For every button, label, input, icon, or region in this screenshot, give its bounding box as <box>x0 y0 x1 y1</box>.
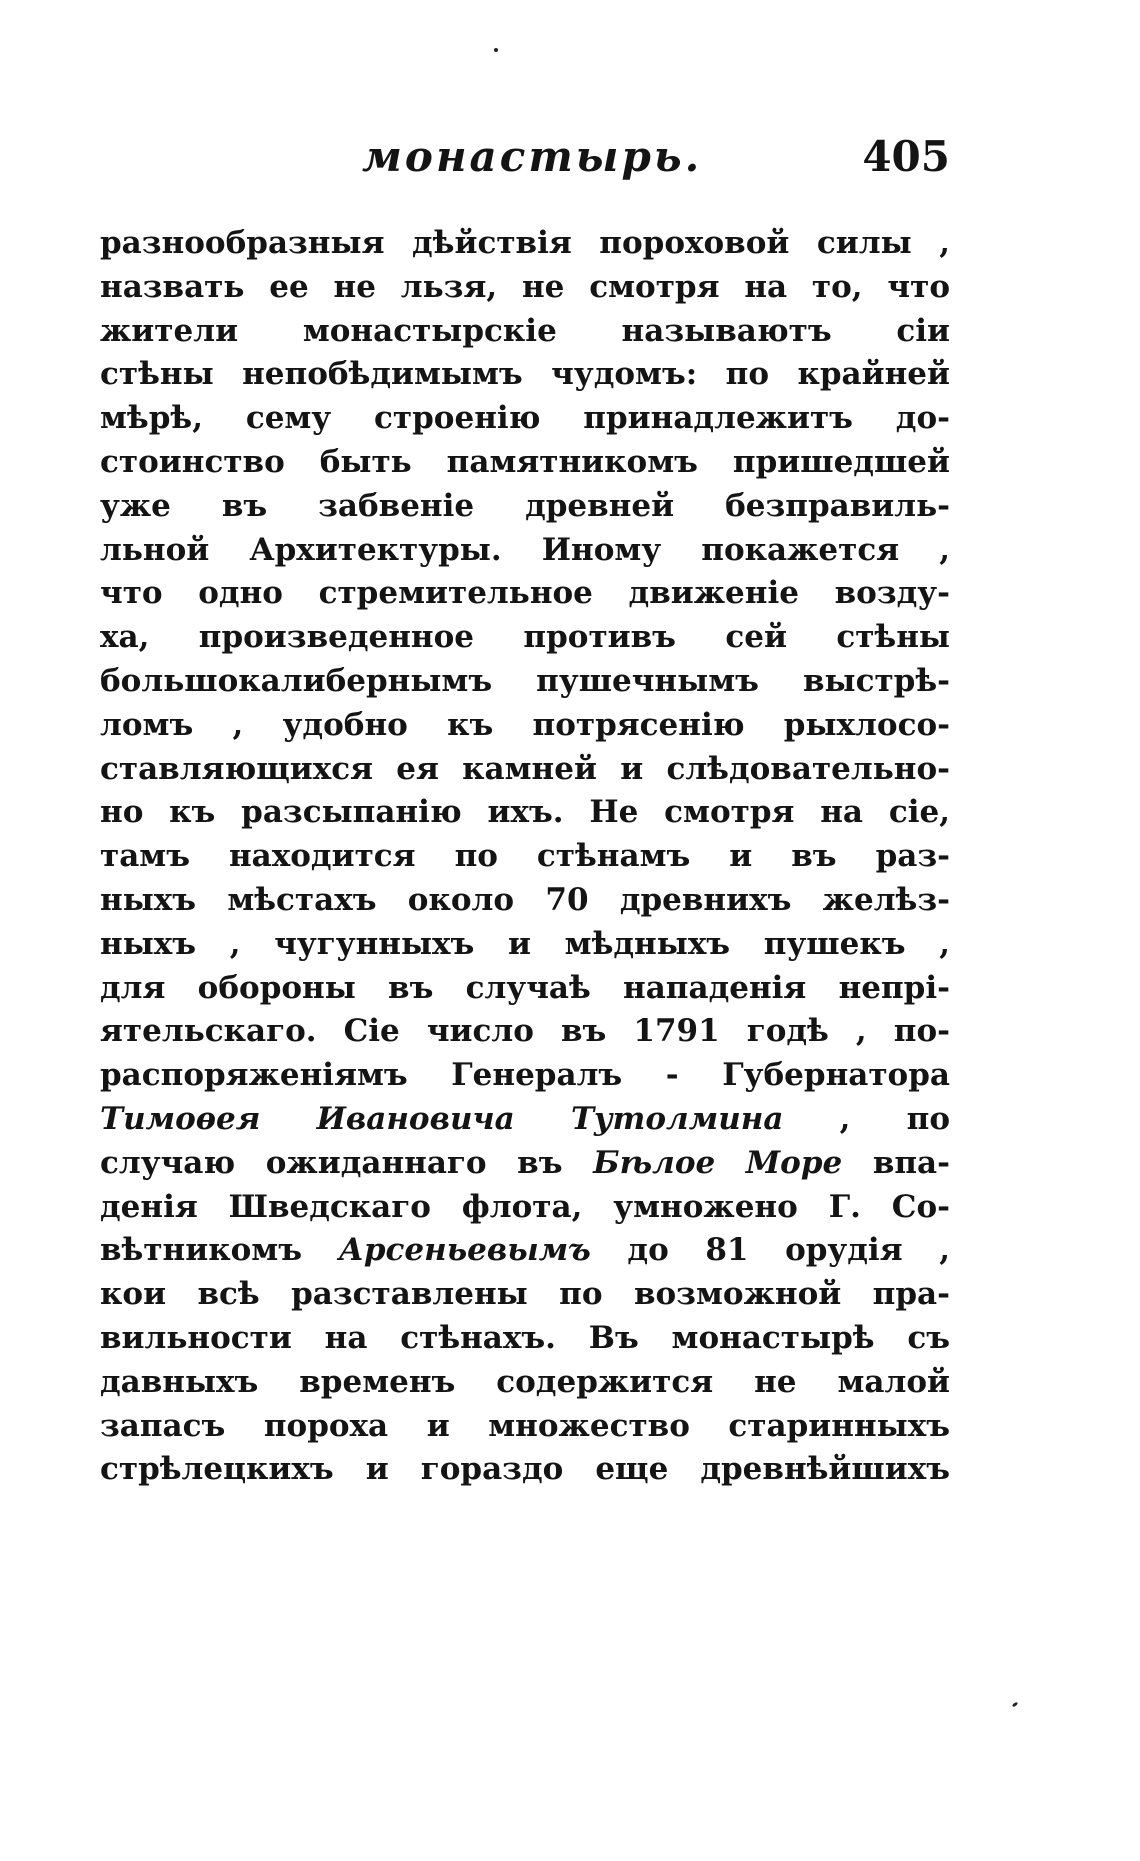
text-line: стрѣлецкихъ и гораздо еще древнѣйшихъ <box>100 1451 950 1488</box>
line-text: вѣтникомъ <box>100 1232 302 1269</box>
text-line: ломъ , удобно къ потрясенію рыхлосо- <box>100 706 950 743</box>
person-name: Тимоѳея Ивановича Тутолмина <box>100 1100 784 1137</box>
running-title: монастырь. <box>362 132 703 181</box>
text-line: ставляющихся ея камней и слѣдовательно- <box>100 750 950 787</box>
text-line: распоряженіямъ Генералъ - Губернатора <box>100 1057 950 1094</box>
text-line <box>100 1098 950 1142</box>
print-speck <box>494 48 498 52</box>
text-line: льной Архитектуры. Иному покажется , <box>100 531 950 568</box>
text-line: назвать ее не льзя, не смотря на то, что <box>100 268 950 305</box>
text-line: денія Шведскаго флота, умножено Г. Со- <box>100 1188 950 1225</box>
text-line: вильности на стѣнахъ. Въ монастырѣ съ <box>100 1319 950 1356</box>
place-name: Бѣлое Море <box>593 1144 843 1181</box>
text-line: мѣрѣ, сему строенію принадлежитъ до- <box>100 400 950 437</box>
text-line <box>100 1142 950 1186</box>
running-head <box>100 132 950 192</box>
text-line: ныхъ мѣстахъ около 70 древнихъ желѣз- <box>100 881 950 918</box>
text-line: давныхъ временъ содержится не малой <box>100 1363 950 1400</box>
text-line: разнообразныя дѣйствія пороховой силы , <box>100 225 950 261</box>
line-text: , по <box>839 1100 950 1137</box>
print-speck <box>1012 1702 1019 1708</box>
page-number: 405 <box>862 132 950 181</box>
text-line <box>100 1229 950 1273</box>
text-line: но къ разсыпанію ихъ. Не смотря на сіе, <box>100 794 950 831</box>
text-line: стоинство быть памятникомъ пришедшей <box>100 443 950 480</box>
text-line: что одно стремительное движеніе возду- <box>100 575 950 612</box>
text-line: ятельскаго. Сіе число въ 1791 годѣ , по- <box>100 1013 950 1050</box>
text-line: для обороны въ случаѣ нападенія непрі- <box>100 969 950 1006</box>
person-name: Арсеньевымъ <box>338 1232 591 1269</box>
line-text: случаю ожиданнаго въ <box>100 1144 563 1181</box>
body-text <box>100 222 950 1492</box>
text-line: жители монастырскіе называютъ сіи <box>100 312 950 349</box>
text-line: ха, произведенное противъ сей стѣны <box>100 619 950 656</box>
text-line: стѣны непобѣдимымъ чудомъ: по крайней <box>100 356 950 393</box>
text-line: уже въ забвеніе древней безправиль- <box>100 487 950 524</box>
line-text: впа- <box>872 1144 950 1181</box>
text-line: ныхъ , чугунныхъ и мѣдныхъ пушекъ , <box>100 925 950 962</box>
text-line: запасъ пороха и множество старинныхъ <box>100 1407 950 1444</box>
line-text: до 81 орудія , <box>627 1232 950 1269</box>
text-line: большокалибернымъ пушечнымъ выстрѣ- <box>100 662 950 699</box>
text-line: кои всѣ разставлены по возможной пра- <box>100 1276 950 1313</box>
text-line: тамъ находится по стѣнамъ и въ раз- <box>100 838 950 875</box>
